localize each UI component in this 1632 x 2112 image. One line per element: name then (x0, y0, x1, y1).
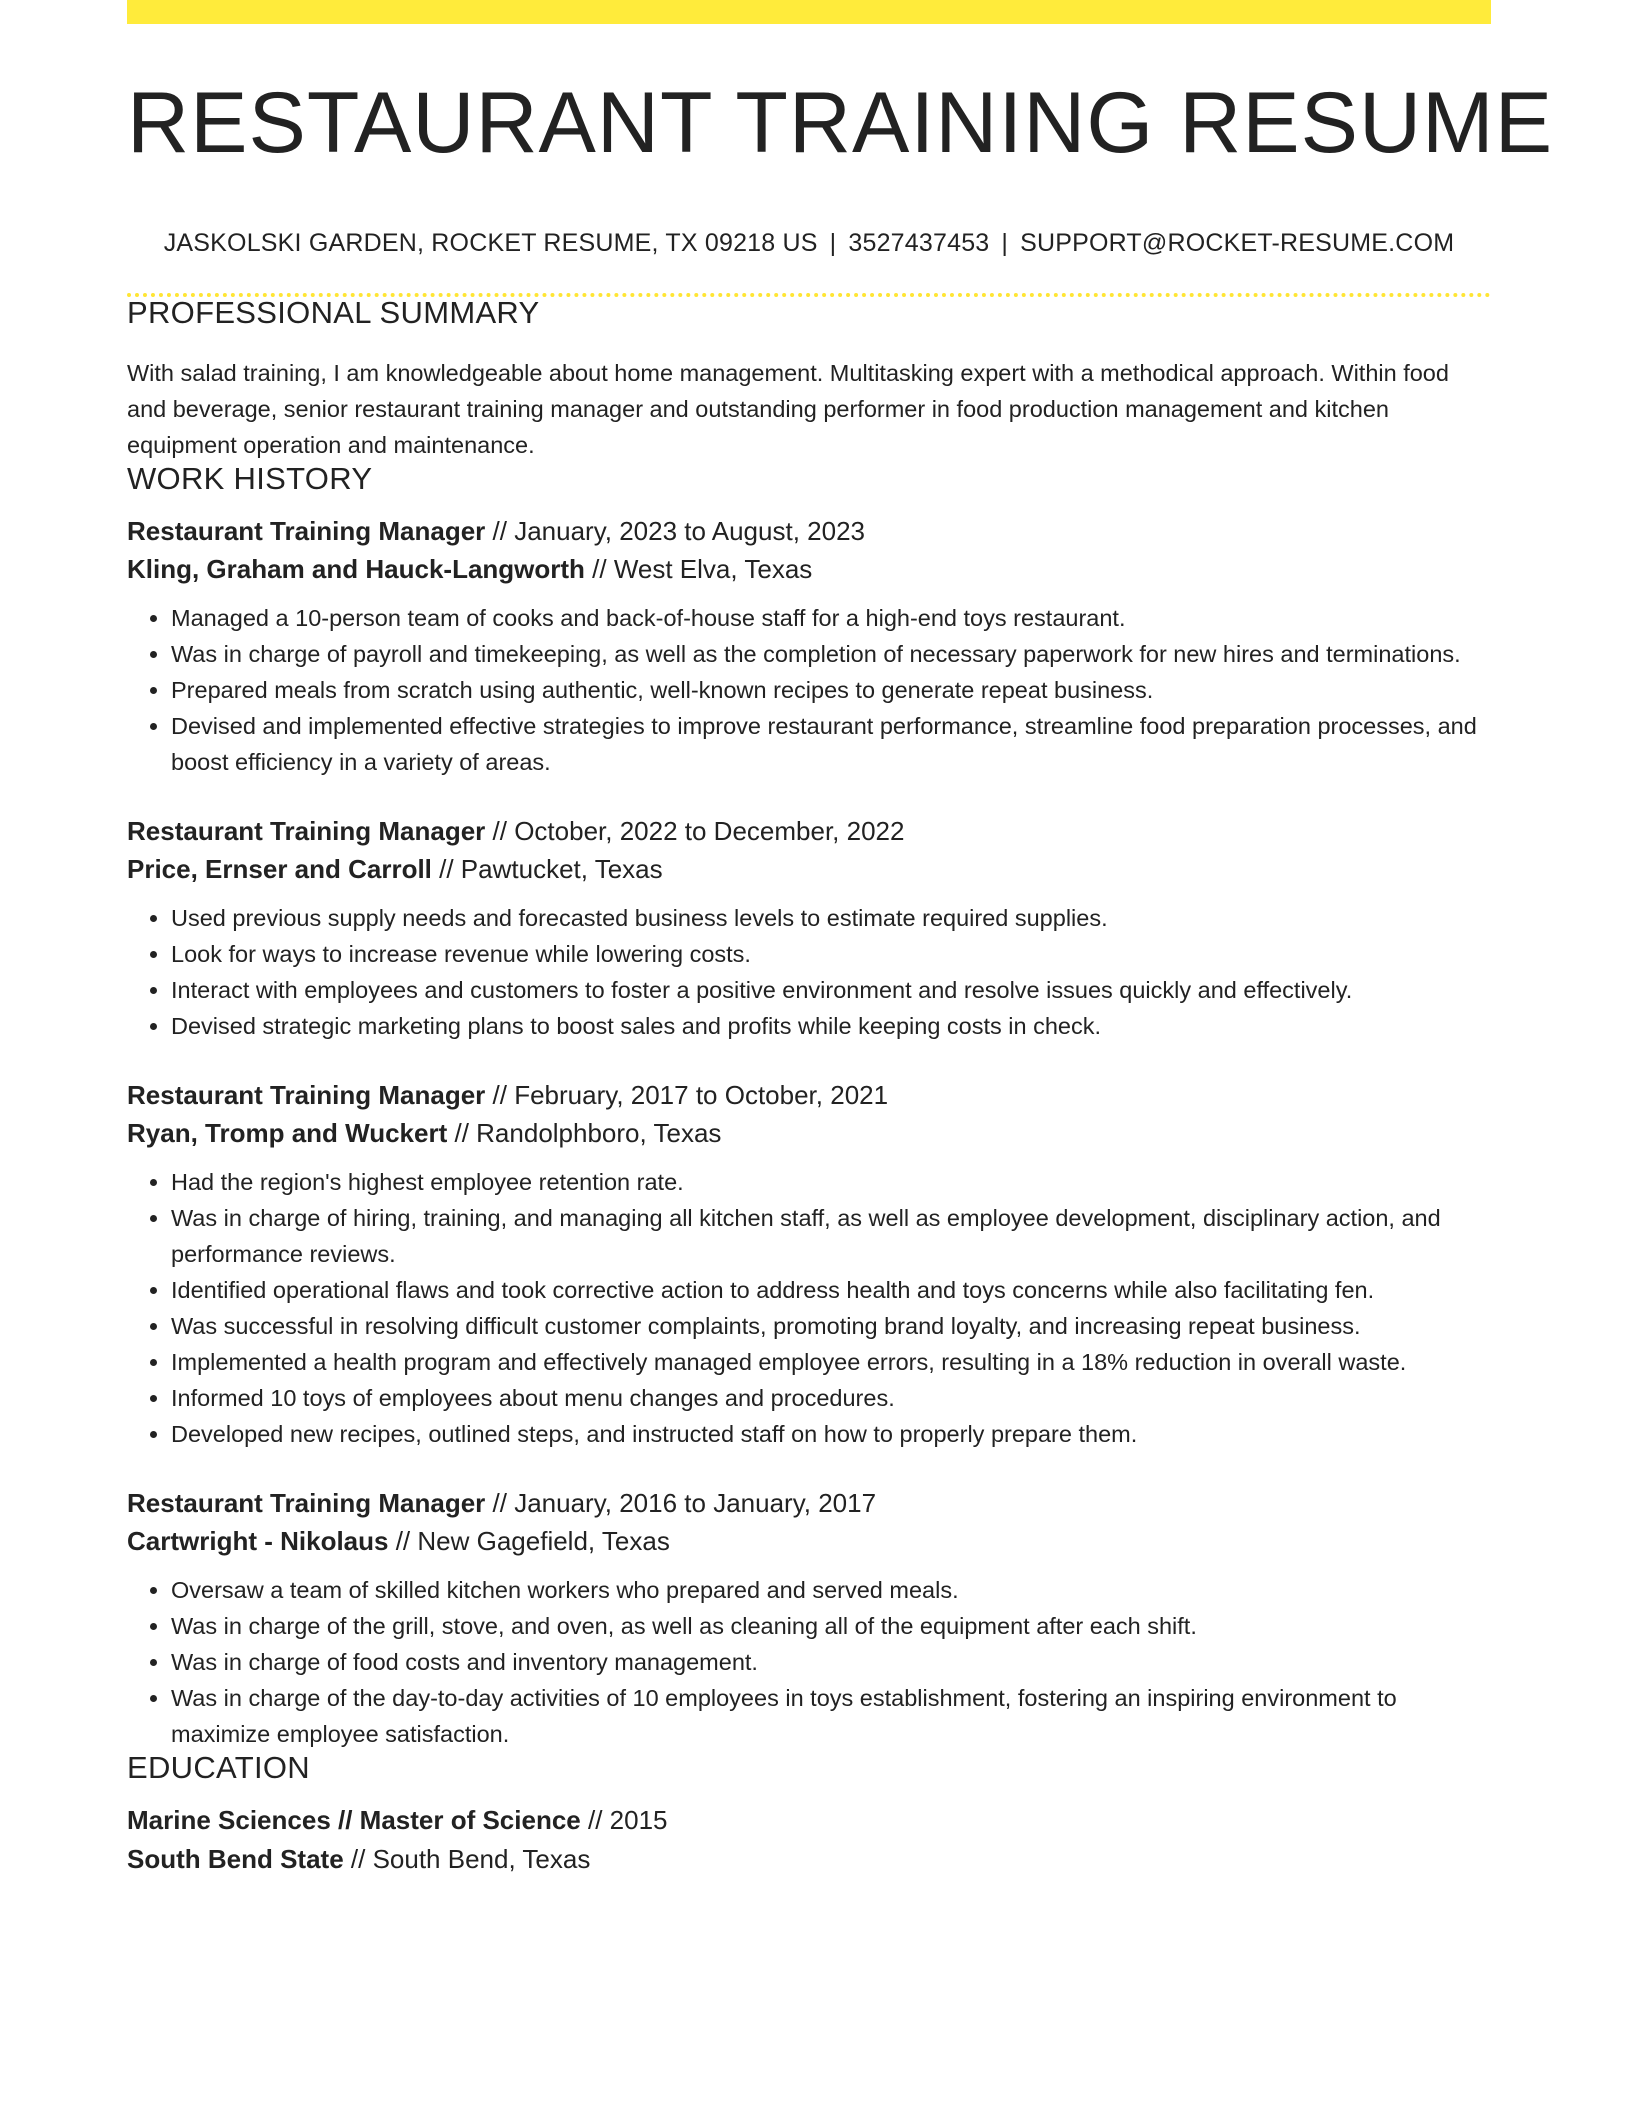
resume-content (127, 0, 1554, 1879)
job-bullet: • Used previous supply needs and forecasted business levels to estimate required supplies. (171, 900, 1491, 936)
job-company-line (127, 1522, 1491, 1560)
job-company: Kling, Graham and Hauck-Langworth (127, 554, 585, 584)
contact-separator: | (829, 229, 837, 257)
job-location: // New Gagefield, Texas (388, 1526, 670, 1556)
job-company-line (127, 850, 1491, 888)
job-bullet: • Was successful in resolving difficult customer complaints, promoting brand loyalty, and increasing repeat business. (171, 1308, 1491, 1344)
education-location: // South Bend, Texas (343, 1844, 591, 1874)
job-title-line (127, 1076, 1491, 1114)
contact-separator: | (1001, 229, 1009, 257)
job-entry (127, 1076, 1491, 1452)
work-history-heading: WORK HISTORY (127, 461, 373, 496)
job-bullet: • Was in charge of the day-to-day activities of 10 employees in toys establishment, fostering an inspiring environment to maximize employee satisfaction. (171, 1680, 1491, 1752)
job-bullet: • Developed new recipes, outlined steps, and instructed staff on how to properly prepare them. (171, 1416, 1491, 1452)
contact-line (127, 231, 1491, 256)
job-title: Restaurant Training Manager (127, 1488, 486, 1518)
work-history-list (127, 512, 1491, 1752)
job-bullets (127, 1164, 1491, 1452)
job-bullet: • Was in charge of hiring, training, and managing all kitchen staff, as well as employee development, disciplinary action, and performance reviews. (171, 1200, 1491, 1272)
job-dates: // October, 2022 to December, 2022 (485, 816, 905, 846)
education-degree: Marine Sciences // Master of Science (127, 1805, 581, 1835)
summary-text: With salad training, I am knowledgeable about home management. Multitasking expert with a methodical approach. Within food and beverage, senior restaurant training manager and outstanding performer in food production management and kitchen equipment operation and maintenance. (127, 360, 1449, 458)
job-bullet: • Was in charge of food costs and inventory management. (171, 1644, 1491, 1680)
education-entry (127, 1801, 1491, 1879)
job-title-line (127, 512, 1491, 550)
job-bullet: • Identified operational flaws and took corrective action to address health and toys concerns while also facilitating fen. (171, 1272, 1491, 1308)
job-bullet: • Managed a 10-person team of cooks and back-of-house staff for a high-end toys restaurant. (171, 600, 1491, 636)
job-entry (127, 512, 1491, 780)
contact-email: SUPPORT@ROCKET-RESUME.COM (1020, 229, 1455, 257)
education-year: // 2015 (580, 1805, 668, 1835)
education-school: South Bend State (127, 1844, 344, 1874)
job-entry (127, 812, 1491, 1044)
job-title: Restaurant Training Manager (127, 516, 486, 546)
job-bullet: • Devised strategic marketing plans to boost sales and profits while keeping costs in check. (171, 1008, 1491, 1044)
job-bullet: • Oversaw a team of skilled kitchen workers who prepared and served meals. (171, 1572, 1491, 1608)
job-bullet: • Was in charge of payroll and timekeeping, as well as the completion of necessary paperwork for new hires and terminations. (171, 636, 1491, 672)
job-location: // West Elva, Texas (584, 554, 813, 584)
job-bullet: • Interact with employees and customers to foster a positive environment and resolve issues quickly and effectively. (171, 972, 1491, 1008)
job-company: Cartwright - Nikolaus (127, 1526, 389, 1556)
job-bullet: • Look for ways to increase revenue while lowering costs. (171, 936, 1491, 972)
job-bullet: • Prepared meals from scratch using authentic, well-known recipes to generate repeat business. (171, 672, 1491, 708)
job-bullet: • Was in charge of the grill, stove, and oven, as well as cleaning all of the equipment after each shift. (171, 1608, 1491, 1644)
job-bullet: • Devised and implemented effective strategies to improve restaurant performance, streamline food preparation processes, and boost efficiency in a variety of areas. (171, 708, 1491, 780)
job-bullet: • Had the region's highest employee retention rate. (171, 1164, 1491, 1200)
job-company-line (127, 1114, 1491, 1152)
contact-phone: 3527437453 (848, 229, 990, 257)
job-bullet: • Informed 10 toys of employees about menu changes and procedures. (171, 1380, 1491, 1416)
job-company: Ryan, Tromp and Wuckert (127, 1118, 448, 1148)
job-location: // Randolphboro, Texas (447, 1118, 722, 1148)
job-bullets (127, 1572, 1491, 1752)
job-location: // Pawtucket, Texas (431, 854, 663, 884)
job-title: Restaurant Training Manager (127, 1080, 486, 1110)
education-school-line (127, 1840, 1491, 1879)
job-entry (127, 1484, 1491, 1752)
education-degree-line (127, 1801, 1491, 1840)
summary-heading: PROFESSIONAL SUMMARY (127, 295, 540, 330)
job-title-line (127, 812, 1491, 850)
job-bullets (127, 600, 1491, 780)
job-bullets (127, 900, 1491, 1044)
job-dates: // January, 2016 to January, 2017 (485, 1488, 877, 1518)
job-dates: // January, 2023 to August, 2023 (485, 516, 865, 546)
job-bullet: • Implemented a health program and effectively managed employee errors, resulting in a 18% reduction in overall waste. (171, 1344, 1491, 1380)
job-company-line (127, 550, 1491, 588)
education-heading: EDUCATION (127, 1750, 310, 1785)
resume-title: RESTAURANT TRAINING RESUME (127, 75, 1554, 171)
job-title-line (127, 1484, 1491, 1522)
job-dates: // February, 2017 to October, 2021 (485, 1080, 889, 1110)
job-title: Restaurant Training Manager (127, 816, 486, 846)
contact-address: JASKOLSKI GARDEN, ROCKET RESUME, TX 09218 US (163, 229, 818, 257)
job-company: Price, Ernser and Carroll (127, 854, 432, 884)
